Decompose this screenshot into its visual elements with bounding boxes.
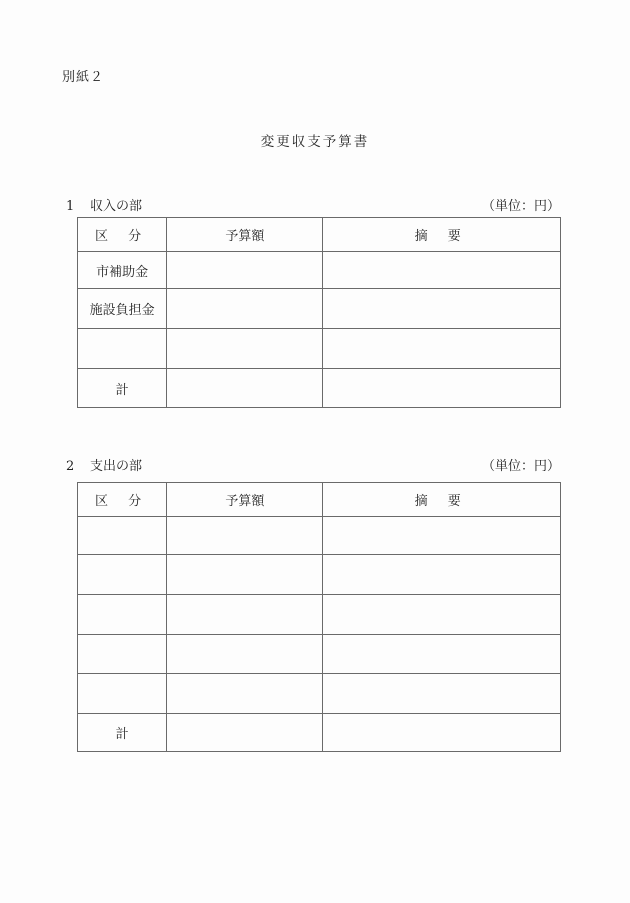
table-row-total — [78, 369, 561, 408]
table-row — [78, 635, 561, 674]
cell-amount[interactable] — [167, 329, 323, 369]
cell-amount[interactable] — [167, 714, 323, 752]
cell-category[interactable] — [78, 517, 167, 555]
cell-amount[interactable] — [167, 674, 323, 714]
income-table — [77, 217, 561, 408]
table-row — [78, 252, 561, 289]
expense-heading: 2 支出の部 — [66, 459, 143, 474]
column-header-category: 区 分 — [78, 218, 167, 252]
cell-note[interactable] — [323, 289, 561, 329]
cell-note[interactable] — [323, 595, 561, 635]
expense-number: 2 — [66, 459, 75, 474]
cell-amount[interactable] — [167, 595, 323, 635]
column-header-amount: 予算額 — [167, 483, 323, 517]
annex-label: 別紙２ — [62, 70, 105, 85]
table-row — [78, 517, 561, 555]
page-title: 変更収支予算書 — [260, 134, 370, 150]
income-section-header — [66, 195, 560, 214]
table-row — [78, 595, 561, 635]
cell-amount[interactable] — [167, 252, 323, 289]
table-header-row — [78, 218, 561, 252]
expense-table — [77, 482, 561, 752]
cell-note[interactable] — [323, 329, 561, 369]
cell-note[interactable] — [323, 517, 561, 555]
cell-category: 施設負担金 — [78, 289, 167, 329]
expense-section-header — [66, 455, 560, 474]
cell-amount[interactable] — [167, 635, 323, 674]
cell-amount[interactable] — [167, 555, 323, 595]
income-unit: （単位：円） — [481, 199, 560, 214]
income-number: 1 — [66, 199, 75, 214]
column-header-category: 区 分 — [78, 483, 167, 517]
cell-category[interactable] — [78, 635, 167, 674]
expense-unit: （単位：円） — [481, 459, 560, 474]
column-header-amount: 予算額 — [167, 218, 323, 252]
cell-category: 計 — [78, 714, 167, 752]
table-header-row — [78, 483, 561, 517]
table-row — [78, 674, 561, 714]
column-header-note: 摘 要 — [323, 218, 561, 252]
cell-amount[interactable] — [167, 369, 323, 408]
cell-amount[interactable] — [167, 517, 323, 555]
cell-category[interactable] — [78, 555, 167, 595]
cell-note[interactable] — [323, 369, 561, 408]
cell-category[interactable] — [78, 595, 167, 635]
cell-note[interactable] — [323, 714, 561, 752]
table-row — [78, 289, 561, 329]
table-row — [78, 329, 561, 369]
cell-amount[interactable] — [167, 289, 323, 329]
cell-note[interactable] — [323, 674, 561, 714]
cell-note[interactable] — [323, 252, 561, 289]
table-row-total — [78, 714, 561, 752]
table-row — [78, 555, 561, 595]
cell-category: 市補助金 — [78, 252, 167, 289]
cell-category: 計 — [78, 369, 167, 408]
cell-category[interactable] — [78, 674, 167, 714]
cell-category[interactable] — [78, 329, 167, 369]
cell-note[interactable] — [323, 635, 561, 674]
column-header-note: 摘 要 — [323, 483, 561, 517]
cell-note[interactable] — [323, 555, 561, 595]
income-heading: 1 収入の部 — [66, 199, 143, 214]
